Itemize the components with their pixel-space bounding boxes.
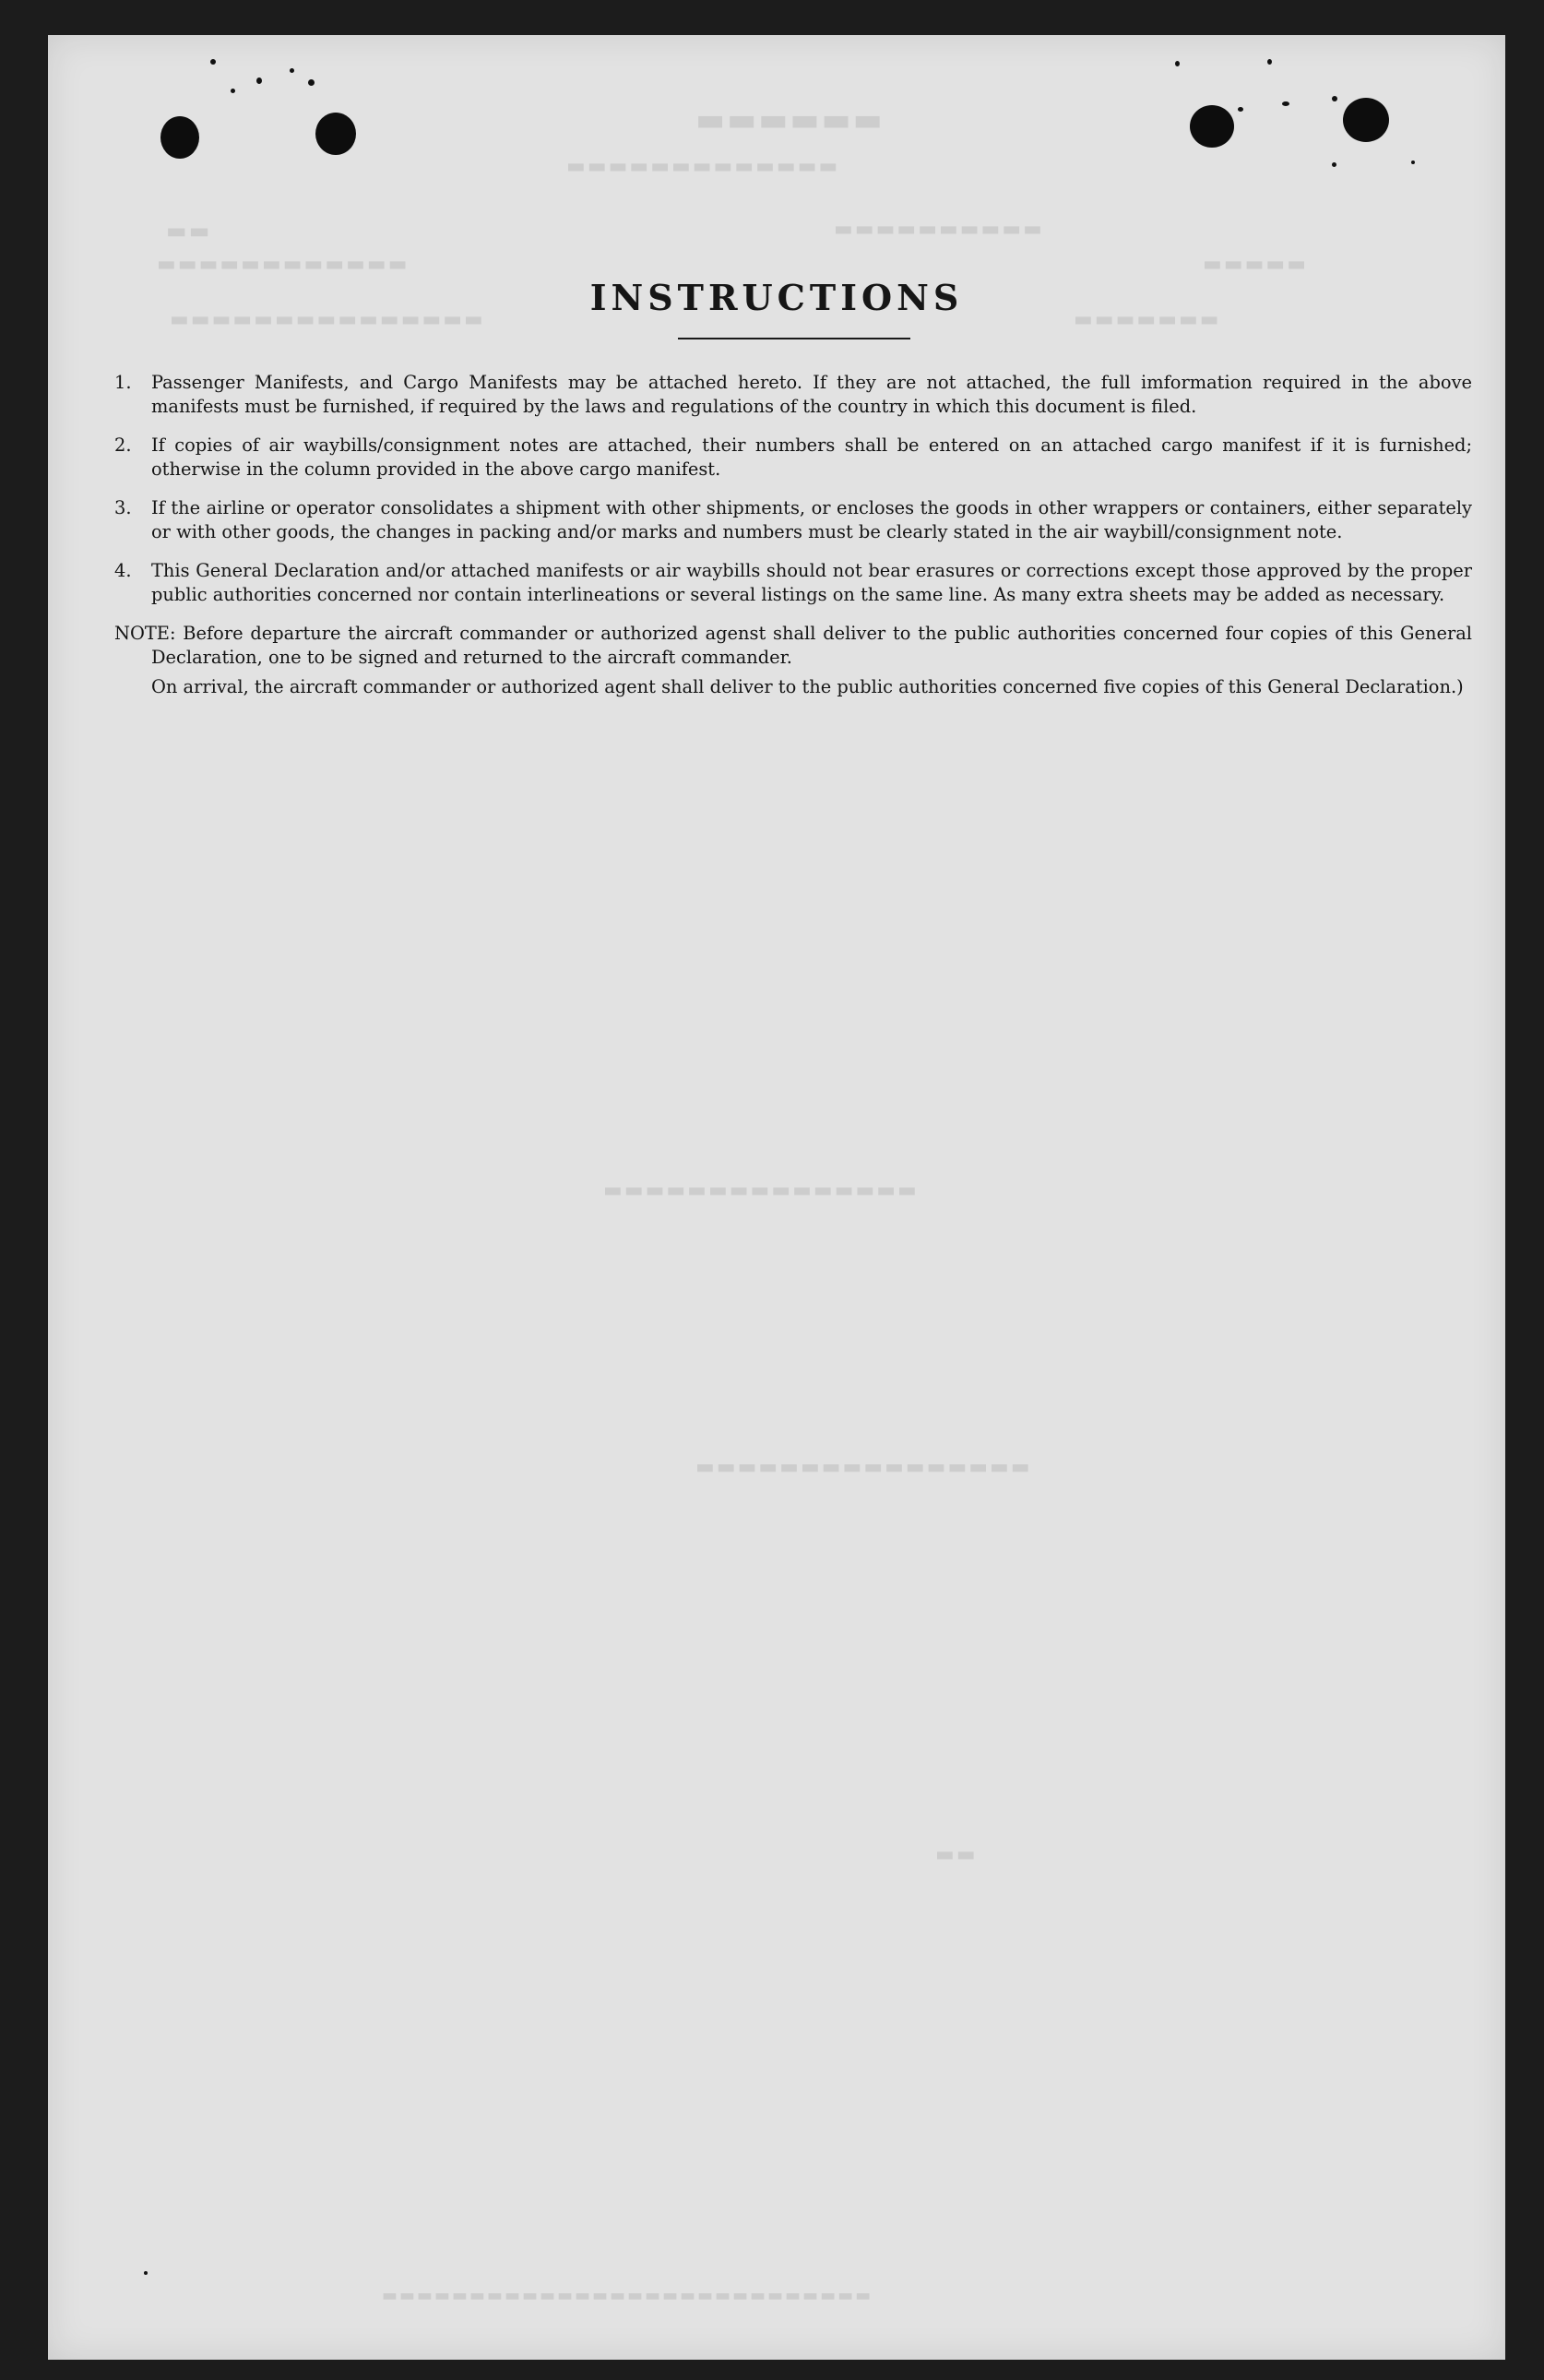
show-through-line: ▬▬▬▬▬▬▬▬▬▬▬▬▬▬▬▬ [694, 1456, 1030, 1479]
speck-mark [1282, 101, 1289, 106]
speck-mark [308, 79, 315, 86]
show-through-line: ▬▬ [164, 218, 210, 244]
speck-mark [1332, 162, 1336, 167]
show-through-line: ▬▬▬▬▬▬▬▬▬▬ [832, 218, 1042, 241]
instruction-number: 3. [114, 497, 132, 518]
punch-hole-left-1 [160, 116, 199, 159]
instruction-text: If copies of air waybills/consignment notes are attached, their numbers shall be entered on an attached cargo manifest if it is furnished; otherwise in the column provided in the above cargo manifest. [151, 434, 1472, 480]
instruction-number: 1. [114, 372, 132, 393]
instruction-item-1 [114, 371, 1472, 419]
instruction-text: If the airline or operator consolidates a shipment with other shipments, or encloses the goods in other wrappers or containers, either separately or with other goods, the changes in packing and/or marks and numbers must be clearly stated in the air waybill/consignment note. [151, 497, 1472, 542]
show-through-line: ▬▬▬▬▬▬▬▬▬▬▬▬▬▬▬▬▬▬▬▬▬▬▬▬▬▬▬▬ [380, 2286, 872, 2305]
instructions-list [114, 371, 1472, 699]
punch-hole-right-2 [1343, 98, 1389, 142]
speck-mark [1175, 61, 1180, 66]
show-through-line: ▬▬▬▬▬ [1201, 253, 1306, 276]
note-text: NOTE: Before departure the aircraft commander or authorized agenst shall deliver to the public authorities concerned four copies of this General Declaration, one to be signed and returned to the aircraft commander. [114, 623, 1472, 668]
document-page [48, 35, 1505, 2360]
speck-mark [1267, 59, 1272, 65]
instruction-item-4 [114, 559, 1472, 607]
show-through-line: ▬▬▬▬▬▬ [694, 101, 883, 138]
instruction-item-2 [114, 434, 1472, 482]
show-through-line: ▬▬▬▬▬▬▬▬▬▬▬▬ [155, 253, 408, 276]
speck-mark [231, 89, 235, 93]
speck-mark [1238, 107, 1243, 112]
speck-mark [210, 59, 216, 65]
heading-underline [678, 338, 910, 339]
instruction-text: This General Declaration and/or attached manifests or air waybills should not bear erasures or corrections except those approved by the proper public authorities concerned nor contain interlineations or several listings on the same line. As many extra sheets may be added as necessary. [151, 560, 1472, 605]
show-through-line: ▬▬ [933, 1843, 976, 1866]
speck-mark [144, 2271, 148, 2275]
punch-hole-left-2 [315, 113, 356, 155]
instruction-text: Passenger Manifests, and Cargo Manifests may be attached hereto. If they are not attached, the full imformation required in the above manifests must be furnished, if required by the laws and regulations of the country in which this document is filed. [151, 372, 1472, 417]
speck-mark [290, 68, 294, 73]
speck-mark [256, 77, 262, 84]
note-arrival-text: On arrival, the aircraft commander or authorized agent shall deliver to the public authorities concerned five copies of this General Declaration.) [151, 676, 1464, 697]
show-through-line: ▬▬▬▬▬▬▬ [1072, 308, 1219, 331]
show-through-line: ▬▬▬▬▬▬▬▬▬▬▬▬▬▬▬ [168, 308, 483, 331]
note-block [114, 622, 1472, 699]
punch-hole-right-1 [1190, 105, 1234, 148]
instruction-number: 4. [114, 560, 132, 581]
instruction-number: 2. [114, 434, 132, 456]
show-through-line: ▬▬▬▬▬▬▬▬▬▬▬▬▬ [564, 155, 838, 178]
instructions-heading: INSTRUCTIONS [589, 277, 964, 318]
instruction-item-3 [114, 496, 1472, 544]
speck-mark [1332, 96, 1337, 101]
speck-mark [1411, 161, 1415, 164]
show-through-line: ▬▬▬▬▬▬▬▬▬▬▬▬▬▬▬ [601, 1179, 917, 1202]
